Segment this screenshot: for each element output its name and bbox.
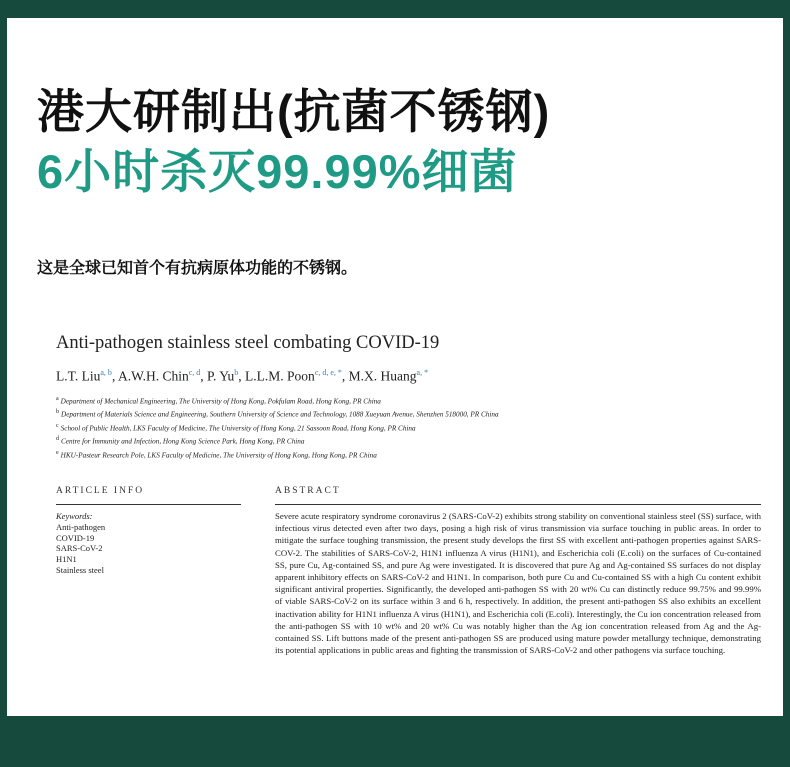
author-name: L.T. Liu	[56, 368, 101, 384]
keywords-label: Keywords:	[56, 511, 93, 521]
author-name: L.L.M. Poon	[245, 368, 315, 384]
keyword: Anti-pathogen	[56, 521, 106, 532]
affiliation-item: $^b$ Department of Materials Science and Engineering, Southern University of Science and Technology, 1088 Xueyuan Avenue, Shenzhen 518000, PR China	[56, 409, 499, 419]
abstract-rule	[275, 504, 761, 505]
abstract-heading: ABSTRACT	[275, 486, 341, 496]
affiliation-item: $^a$ Department of Mechanical Engineering, The University of Hong Kong, Pokfulam Road, Hong Kong, PR China	[56, 396, 381, 406]
author-name: P. Yu	[207, 368, 235, 384]
headline-line-2: 6小时杀灭99.99%细菌	[37, 145, 518, 198]
keyword: SARS-CoV-2	[56, 543, 103, 554]
bottom-bar	[0, 716, 790, 767]
affiliation-item: $^d$ Centre for Immunity and Infection, Hong Kong Science Park, Hong Kong, PR China	[56, 436, 305, 446]
caption: 这是全球已知首个有抗病原体功能的不锈钢。	[37, 260, 358, 277]
author-affil-marker[interactable]: a, *	[416, 368, 429, 377]
author-name: M.X. Huang	[348, 368, 417, 384]
affiliation-item: $^c$ School of Public Health, LKS Faculty of Medicine, The University of Hong Kong, 21 Sassoon Road, Hong Kong, PR China	[56, 422, 416, 433]
author-affil-marker[interactable]: c, d	[188, 368, 201, 377]
abstract-text: Severe acute respiratory syndrome coronavirus 2 (SARS-CoV-2) exhibits strong stability on conventional stainless steel (SS) surface, with infectious virus detected even after two days, posing a high risk of virus transmission via surface touching in public areas. In order to mitigate the surface toughing transmission, the present study develops the first SS with excellent anti-pathogen properties against SARS-COV-2. The stabilities of SARS-CoV-2, H1N1 influenza A virus (H1N1), and Escherichia coli (E.coli) on the surfaces of Cu-contained SS, pure Cu, Ag-contained SS, and pure Ag were investigated. It is discovered that pure Ag and Ag-contained SS surfaces do not display apparent inhibitory effects on SARS-CoV-2 and H1N1. In comparison, both pure Cu and Cu-contained SS with a high Cu content exhibit significant antiviral properties. Significantly, the developed anti-pathogen SS with 20 wt% Cu can distinctly reduce 99.75% and 99.99% of viable SARS-CoV-2 on its surface within 3 and 6 h, respectively. In addition, the present anti-pathogen SS also exhibits an excellent inactivation ability for H1N1 influenza A virus (H1N1), and Escherichia coli (E.coli). Interestingly, the Cu ion concentration released from the anti-pathogen SS with 10 wt% and 20 wt% Cu was notably higher than the Ag ion concentration released from Ag and the Ag-contained SS. Lift buttons made of the present anti-pathogen SS are produced using mature powder metallurgy technique, demonstrating its potential applications in public areas and fighting the transmission of SARS-CoV-2 and other pathogens via surface touching.	[275, 511, 761, 656]
keyword: H1N1	[56, 554, 77, 565]
keyword: COVID-19	[56, 532, 95, 543]
article-info-rule	[56, 504, 241, 505]
headline-line-1: 港大研制出(抗菌不锈钢)	[37, 85, 551, 138]
author-affil-marker[interactable]: a, b	[100, 368, 112, 377]
author-list: L.T. Liu$^{a, b}$, A.W.H. Chin$^{c, d}$, P. Yu$^b$, L.L.M. Poon$^{c, d, e, *}$, M.X. Huang$^{a, *}$	[56, 368, 429, 384]
author-affil-marker[interactable]: c, d, e, *	[314, 368, 342, 377]
paper-title: Anti-pathogen stainless steel combating COVID-19	[56, 333, 440, 353]
author-affil-marker[interactable]: b	[234, 368, 239, 377]
keywords-block	[56, 511, 105, 576]
article-info-heading: ARTICLE INFO	[56, 486, 145, 496]
author-name: A.W.H. Chin	[117, 368, 189, 384]
keyword: Stainless steel	[56, 564, 104, 575]
affiliation-list	[56, 394, 756, 461]
affiliation-item: $^e$ HKU-Pasteur Research Pole, LKS Faculty of Medicine, The University of Hong Kong, Hong Kong, PR China	[56, 449, 377, 459]
content-card	[7, 18, 783, 716]
